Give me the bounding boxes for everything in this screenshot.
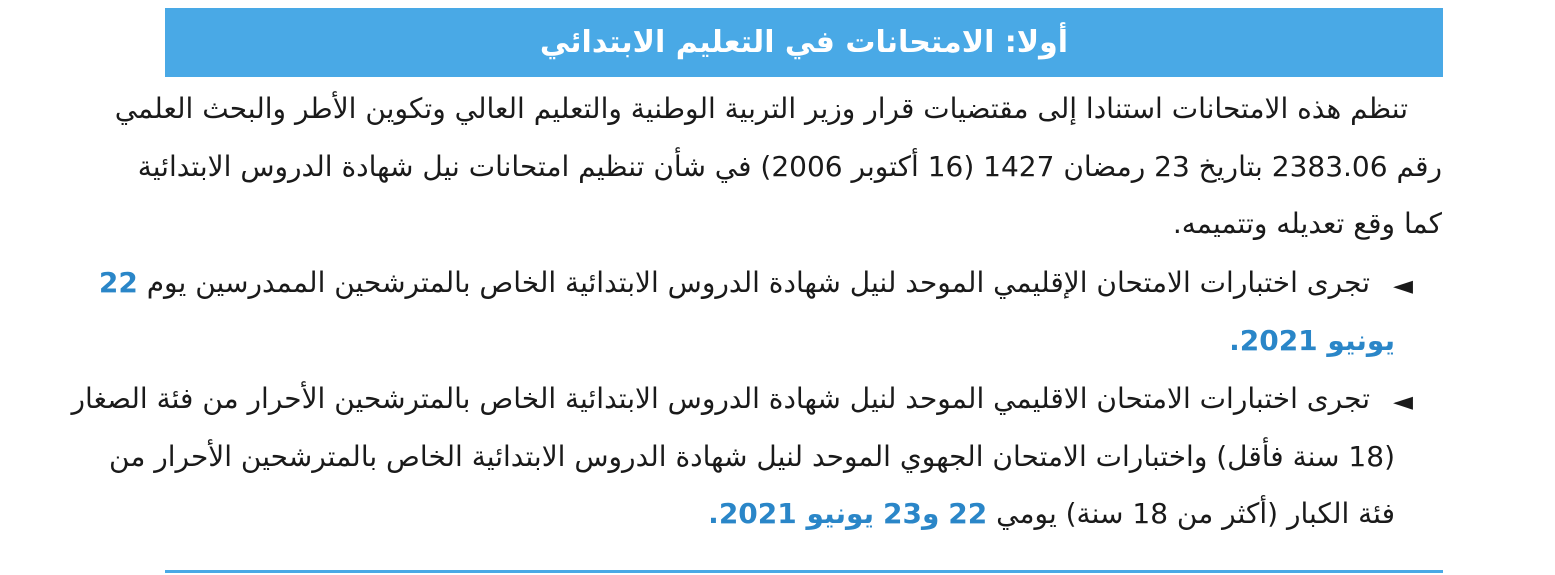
bullet-arrow-icon: ◄ [1393, 271, 1413, 301]
intro-line-2: رقم 2383.06 بتاريخ 23 رمضان 1427 (16 أكتوبر 2006) في شأن تنظيم امتحانات نيل شهادة الدروس الابتدائية [137, 150, 1442, 183]
intro-line-3: كما وقع تعديله وتتميمه. [1172, 207, 1442, 240]
bullet-2-line-1: تجرى اختبارات الامتحان الاقليمي الموحد لنيل شهادة الدروس الابتدائية الخاص بالمترشحين الأحرار من فئة الصغار [71, 382, 1370, 415]
bullet-2-day-2: 23 [882, 497, 922, 530]
intro-line-1: تنظم هذه الامتحانات استنادا إلى مقتضيات قرار وزير التربية الوطنية والتعليم العالي وتكوين الأطر والبحث العلمي [114, 92, 1408, 125]
bullet-2-date: يونيو 2021. [708, 497, 875, 530]
section-title: أولا: الامتحانات في التعليم الابتدائي [539, 24, 1069, 60]
bullet-1-text: تجرى اختبارات الامتحان الإقليمي الموحد لنيل شهادة الدروس الابتدائية الخاص بالمترشحين الممدرسين يوم [146, 266, 1370, 299]
bottom-divider [165, 570, 1443, 573]
bullet-2-line-2: (18 سنة فأقل) واختبارات الامتحان الجهوي الموحد لنيل شهادة الدروس الابتدائية الخاص بالمترشحين الأحرار من [109, 440, 1395, 473]
bullet-1-date: يونيو 2021. [1229, 324, 1395, 357]
bullet-arrow-icon: ◄ [1393, 387, 1413, 417]
bullet-2-and: و [921, 497, 940, 530]
bullet-2-day-1: 22 [948, 497, 988, 530]
bullet-2-line-3 [708, 497, 1395, 530]
bullet-2-text: فئة الكبار (أكثر من 18 سنة) يومي [996, 497, 1395, 530]
bullet-1-line-1 [98, 266, 1370, 299]
bullet-1-day: 22 [98, 266, 138, 299]
section-header [165, 8, 1443, 77]
